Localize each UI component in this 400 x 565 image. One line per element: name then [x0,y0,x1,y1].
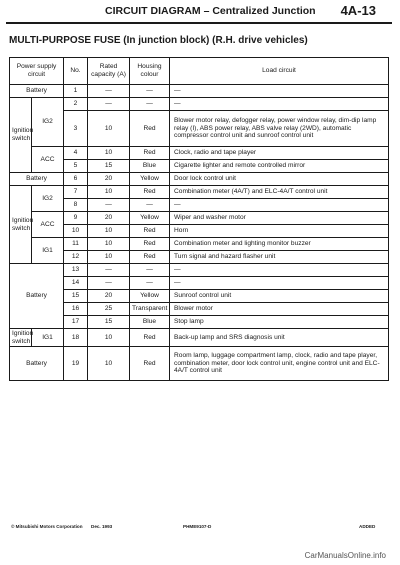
power-ig1: IG1 [32,329,64,347]
fuse-no: 4 [64,147,88,160]
fuse-no: 5 [64,160,88,173]
fuse-no: 7 [64,186,88,199]
fuse-load: Combination meter (4A/T) and ELC-4A/T control unit [170,186,389,199]
page-title: CIRCUIT DIAGRAM – Centralized Junction [105,5,316,17]
fuse-load: Cigarette lighter and remote controlled mirror [170,160,389,173]
fuse-load: Room lamp, luggage compartment lamp, clock, radio and tape player, combination meter, door lock control unit, engine control unit and ELC-4A/T control unit [170,347,389,381]
fuse-load: Stop lamp [170,316,389,329]
fuse-table [9,57,389,381]
fuse-colour: Red [130,238,170,251]
fuse-colour: Transparent [130,303,170,316]
fuse-load: Combination meter and lighting monitor buzzer [170,238,389,251]
fuse-colour: Red [130,111,170,147]
fuse-load: — [170,85,389,98]
power-battery: Battery [10,173,64,186]
fuse-colour: Red [130,147,170,160]
fuse-colour: — [130,264,170,277]
fuse-capacity: 10 [88,186,130,199]
fuse-load: — [170,264,389,277]
watermark: CarManualsOnline.info [304,551,386,560]
table-row [10,264,389,277]
fuse-capacity: 15 [88,160,130,173]
fuse-load: Sunroof control unit [170,290,389,303]
fuse-no: 1 [64,85,88,98]
table-row [10,316,389,329]
page-number: 4A-13 [340,3,376,18]
table-row [10,238,389,251]
table-row [10,85,389,98]
power-battery: Battery [10,264,64,329]
fuse-colour: Blue [130,316,170,329]
fuse-colour: Yellow [130,290,170,303]
fuse-no: 13 [64,264,88,277]
header-rule [6,22,392,24]
fuse-no: 3 [64,111,88,147]
fuse-capacity: 25 [88,303,130,316]
fuse-load: Blower motor relay, defogger relay, power window relay, dim-dip lamp relay (I), ABS power relay, ABS valve relay (2WD), automatic compressor control unit and sunroof control unit [170,111,389,147]
power-ignition-switch: Ignition switch [10,329,32,347]
header-capacity: Rated capacity (A) [88,58,130,85]
fuse-capacity: 20 [88,290,130,303]
power-ig2: IG2 [32,186,64,212]
fuse-no: 17 [64,316,88,329]
fuse-load: Horn [170,225,389,238]
fuse-load: Clock, radio and tape player [170,147,389,160]
header-colour: Housing colour [130,58,170,85]
fuse-capacity: — [88,277,130,290]
table-row [10,347,389,381]
fuse-no: 15 [64,290,88,303]
fuse-capacity: 10 [88,329,130,347]
footer-date: Dec. 1993 [91,524,113,529]
fuse-colour: Red [130,251,170,264]
fuse-colour: Blue [130,160,170,173]
power-ignition-switch: Ignition switch [10,186,32,264]
fuse-load: Turn signal and hazard flasher unit [170,251,389,264]
fuse-no: 9 [64,212,88,225]
fuse-load: — [170,277,389,290]
fuse-capacity: 20 [88,212,130,225]
power-battery: Battery [10,85,64,98]
fuse-colour: Yellow [130,173,170,186]
header-load: Load circuit [170,58,389,85]
fuse-capacity: 15 [88,316,130,329]
power-acc: ACC [32,212,64,238]
table-row [10,186,389,199]
footer-company: © Mitsubishi Motors Corporation [11,524,83,529]
table-row [10,212,389,225]
fuse-load: Door lock control unit [170,173,389,186]
table-row [10,303,389,316]
power-ignition-switch: Ignition switch [10,98,32,173]
footer-status: ADDED [359,524,376,529]
fuse-capacity: 10 [88,238,130,251]
fuse-capacity: 10 [88,251,130,264]
fuse-colour: Red [130,347,170,381]
fuse-no: 11 [64,238,88,251]
fuse-capacity: — [88,199,130,212]
table-row [10,111,389,147]
fuse-colour: — [130,277,170,290]
fuse-no: 19 [64,347,88,381]
fuse-colour: Red [130,329,170,347]
fuse-capacity: — [88,264,130,277]
fuse-no: 16 [64,303,88,316]
fuse-colour: Red [130,186,170,199]
fuse-capacity: 10 [88,225,130,238]
fuse-colour: Yellow [130,212,170,225]
fuse-colour: — [130,199,170,212]
fuse-no: 18 [64,329,88,347]
power-ig2: IG2 [32,98,64,147]
power-battery: Battery [10,347,64,381]
fuse-capacity: 10 [88,111,130,147]
table-row [10,98,389,111]
table-row [10,147,389,160]
header-no: No. [64,58,88,85]
fuse-load: Blower motor [170,303,389,316]
fuse-load: — [170,199,389,212]
table-row [10,277,389,290]
fuse-load: Wiper and washer motor [170,212,389,225]
fuse-capacity: 10 [88,147,130,160]
footer-code: PHME9107-D [183,524,212,529]
fuse-no: 12 [64,251,88,264]
power-ig1: IG1 [32,238,64,264]
fuse-colour: Red [130,225,170,238]
header-power-supply: Power supply circuit [10,58,64,85]
table-row [10,251,389,264]
table-row [10,290,389,303]
fuse-capacity: — [88,98,130,111]
fuse-colour: — [130,85,170,98]
table-row [10,160,389,173]
table-row [10,173,389,186]
page-header [0,3,400,21]
fuse-no: 14 [64,277,88,290]
fuse-no: 6 [64,173,88,186]
section-title: MULTI-PURPOSE FUSE (In junction block) (R.H. drive vehicles) [9,35,308,46]
fuse-no: 2 [64,98,88,111]
power-acc: ACC [32,147,64,173]
table-header-row [10,58,389,85]
table-row [10,329,389,347]
fuse-load: — [170,98,389,111]
table-row [10,199,389,212]
fuse-capacity: — [88,85,130,98]
table-row [10,225,389,238]
fuse-load: Back-up lamp and SRS diagnosis unit [170,329,389,347]
fuse-capacity: 10 [88,347,130,381]
fuse-no: 10 [64,225,88,238]
fuse-colour: — [130,98,170,111]
fuse-no: 8 [64,199,88,212]
fuse-capacity: 20 [88,173,130,186]
